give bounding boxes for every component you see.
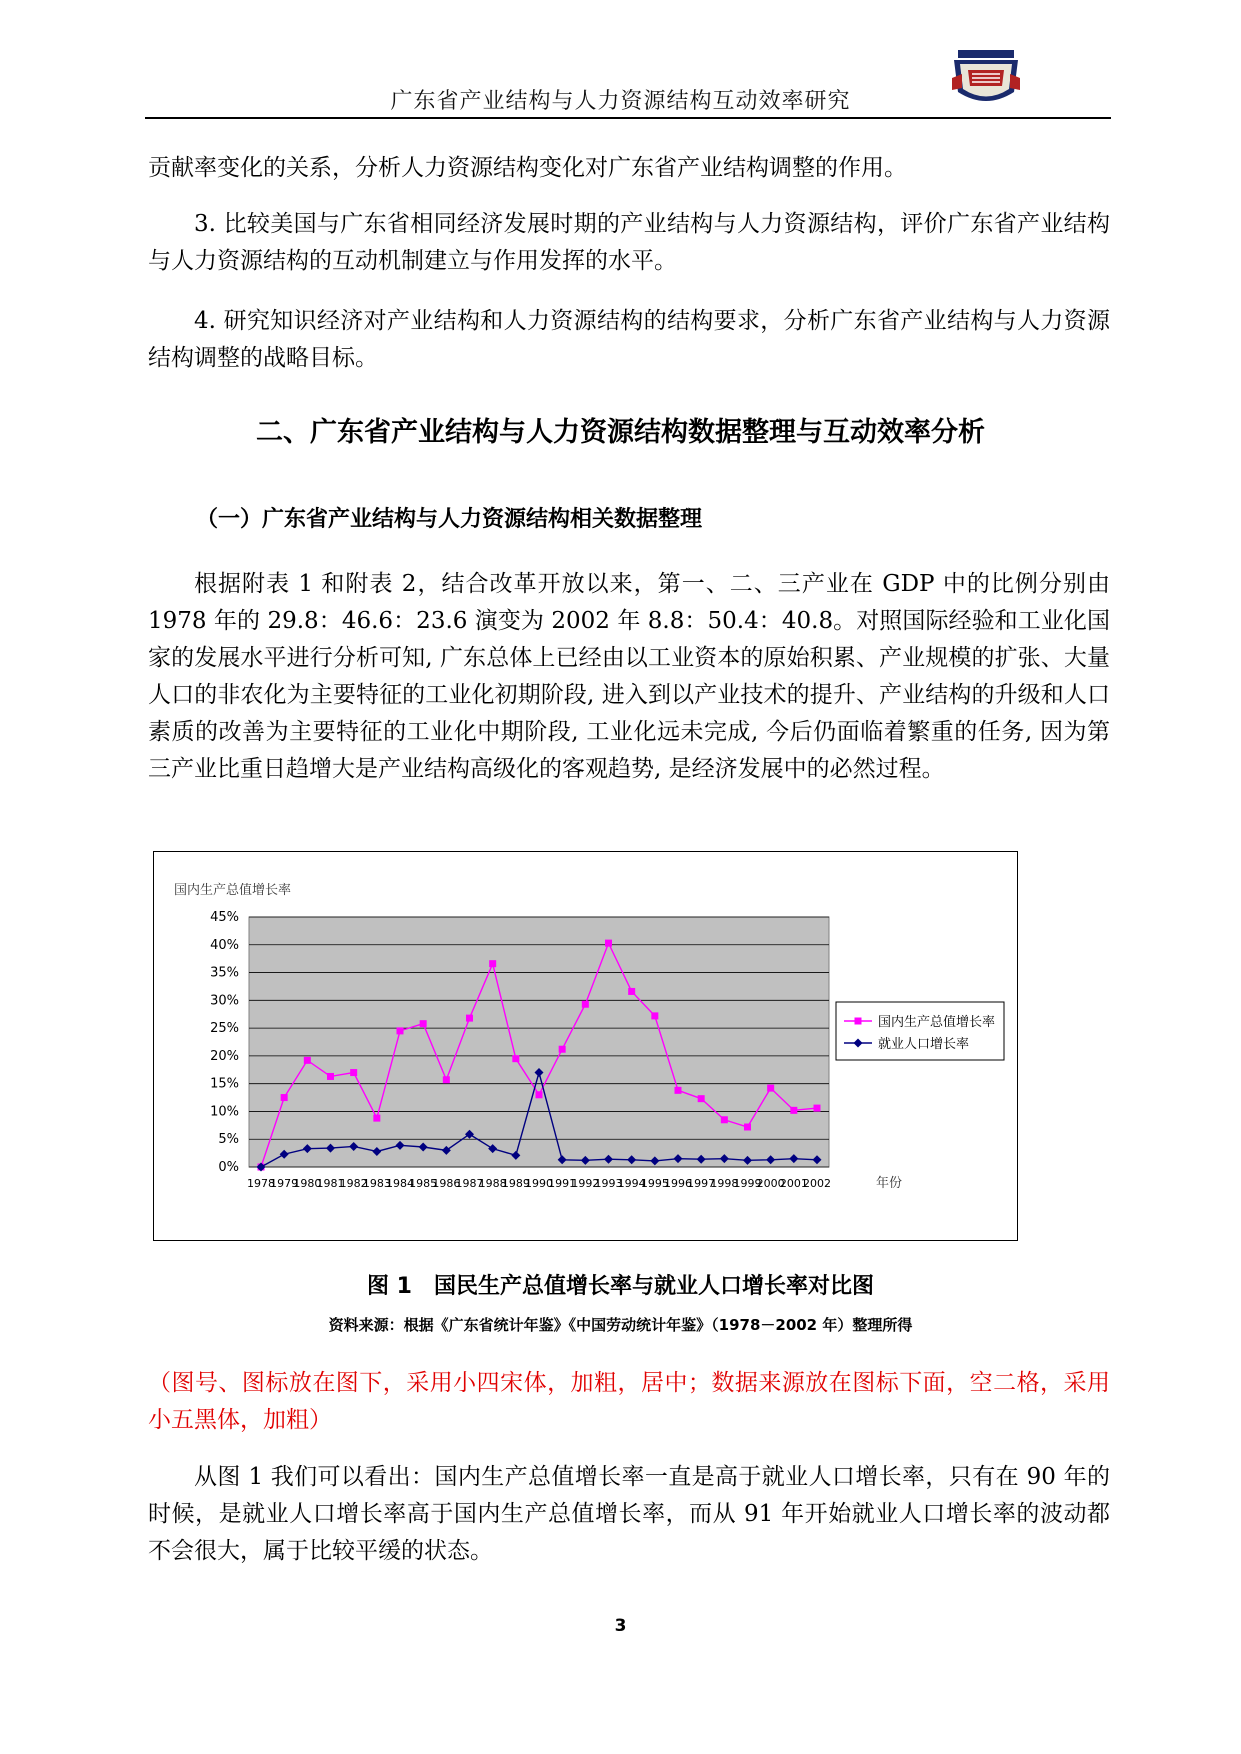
x-tick-label: 1987: [455, 1177, 484, 1190]
growth-rate-line-chart: [154, 852, 1017, 1240]
y-tick-label: 10%: [210, 1104, 239, 1120]
x-tick-label: 1989: [501, 1177, 530, 1190]
data-point: [628, 988, 635, 995]
data-point: [721, 1116, 728, 1123]
x-tick-label: 1997: [687, 1177, 716, 1190]
running-header: 广东省产业结构与人力资源结构互动效率研究: [390, 89, 851, 114]
y-tick-label: 15%: [210, 1076, 239, 1092]
data-point: [397, 1027, 404, 1034]
y-tick-label: 40%: [210, 937, 239, 953]
figure-source: 资料来源：根据《广东省统计年鉴》《中国劳动统计年鉴》（1978－2002 年）整理所得: [328, 1316, 913, 1334]
y-tick-label: 45%: [210, 910, 239, 925]
y-tick-label: 30%: [210, 993, 239, 1009]
y-tick-label: 0%: [218, 1160, 239, 1175]
data-point: [512, 1055, 519, 1062]
paragraph-item-4: 4. 研究知识经济对产业结构和人力资源结构的结构要求，分析广东省产业结构与人力资源结构调整的战略目标。: [148, 308, 1110, 371]
data-point: [373, 1115, 380, 1122]
data-point: [698, 1095, 705, 1102]
y-tick-label: 35%: [210, 965, 239, 981]
x-tick-label: 1995: [640, 1177, 669, 1190]
x-tick-label: 1991: [548, 1177, 577, 1190]
data-point: [651, 1012, 658, 1019]
x-tick-label: 2002: [803, 1177, 831, 1190]
x-tick-label: 2000: [756, 1177, 785, 1190]
x-tick-label: 2001: [779, 1177, 808, 1190]
university-crest-icon: [950, 48, 1022, 112]
data-point: [744, 1124, 751, 1131]
data-point: [559, 1046, 566, 1053]
data-point: [489, 960, 496, 967]
data-point: [767, 1085, 774, 1092]
chart-title: 国内生产总值增长率: [174, 883, 292, 898]
x-axis-label: 年份: [875, 1176, 903, 1191]
x-tick-label: 1982: [339, 1177, 368, 1190]
formatting-note: （图号、图标放在图下，采用小四宋体，加粗，居中；数据来源放在图标下面，空二格，采用小五黑体，加粗）: [148, 1370, 1110, 1433]
y-tick-label: 25%: [210, 1021, 239, 1037]
section-title: 二、广东省产业结构与人力资源结构数据整理与互动效率分析: [256, 417, 985, 448]
data-point: [327, 1073, 334, 1080]
chart-frame: [153, 851, 1018, 1241]
conclusion-paragraph: 从图 1 我们可以看出：国内生产总值增长率一直是高于就业人口增长率，只有在 90 年的时候，是就业人口增长率高于国内生产总值增长率，而从 91 年开始就业人口增长率的波动都不会很大，属于比较平缓的状态。: [148, 1464, 1110, 1564]
data-point: [443, 1076, 450, 1083]
data-point: [304, 1057, 311, 1064]
data-point: [605, 940, 612, 947]
x-tick-label: 1981: [316, 1177, 345, 1190]
x-tick-label: 1988: [478, 1177, 507, 1190]
x-tick-label: 1978: [247, 1177, 275, 1190]
y-tick-label: 20%: [210, 1048, 239, 1064]
figure-caption: 图 1 国民生产总值增长率与就业人口增长率对比图: [367, 1274, 874, 1299]
x-tick-label: 1986: [432, 1177, 461, 1190]
legend-label: 国内生产总值增长率: [878, 1015, 996, 1030]
data-point: [281, 1094, 288, 1101]
x-tick-label: 1990: [525, 1177, 553, 1190]
data-point: [466, 1015, 473, 1022]
legend-marker: [855, 1018, 862, 1025]
paragraph-continued: 贡献率变化的关系，分析人力资源结构变化对广东省产业结构调整的作用。: [148, 155, 907, 181]
x-tick-label: 1992: [571, 1177, 600, 1190]
x-tick-label: 1994: [617, 1177, 646, 1190]
data-point: [790, 1107, 797, 1114]
data-point: [420, 1020, 427, 1027]
body-paragraph: 根据附表 1 和附表 2，结合改革开放以来，第一、二、三产业在 GDP 中的比例分别由 1978 年的 29.8：46.6：23.6 演变为 2002 年 8.8：50.4：40.8。对照国际经验和工业化国家的发展水平进行分析可知, 广东总体上已经由以工业资本的原始积累、产业规模的扩张、大量人口的非农化为主要特征的工业化初期阶段, 进入到以产业技术的提升、产业结构的升级和人口素质的改善为主要特征的工业化中期阶段, 工业化远未完成, 今后仍面临着繁重的任务, 因为第三产业比重日趋增大是产业结构高级化的客观趋势, 是经济发展中的必然过程。: [148, 571, 1110, 782]
y-tick-label: 5%: [218, 1132, 239, 1148]
data-point: [350, 1069, 357, 1076]
data-point: [582, 1001, 589, 1008]
paragraph-item-3: 3. 比较美国与广东省相同经济发展时期的产业结构与人力资源结构，评价广东省产业结构与人力资源结构的互动机制建立与作用发挥的水平。: [148, 211, 1110, 274]
x-tick-label: 1984: [386, 1177, 414, 1190]
plot-area: [249, 917, 829, 1167]
data-point: [675, 1087, 682, 1094]
x-tick-label: 1980: [293, 1177, 322, 1190]
x-tick-label: 1985: [409, 1177, 438, 1190]
x-tick-label: 1998: [710, 1177, 739, 1190]
x-tick-label: 1999: [733, 1177, 762, 1190]
data-point: [814, 1105, 821, 1112]
data-point: [536, 1091, 543, 1098]
x-tick-label: 1993: [594, 1177, 623, 1190]
x-tick-label: 1983: [362, 1177, 391, 1190]
x-tick-label: 1996: [664, 1177, 692, 1190]
page-number: 3: [614, 1616, 627, 1636]
subsection-title: （一）广东省产业结构与人力资源结构相关数据整理: [196, 507, 703, 532]
header-rule: [145, 117, 1111, 119]
legend-label: 就业人口增长率: [878, 1037, 970, 1052]
x-tick-label: 1979: [270, 1177, 299, 1190]
